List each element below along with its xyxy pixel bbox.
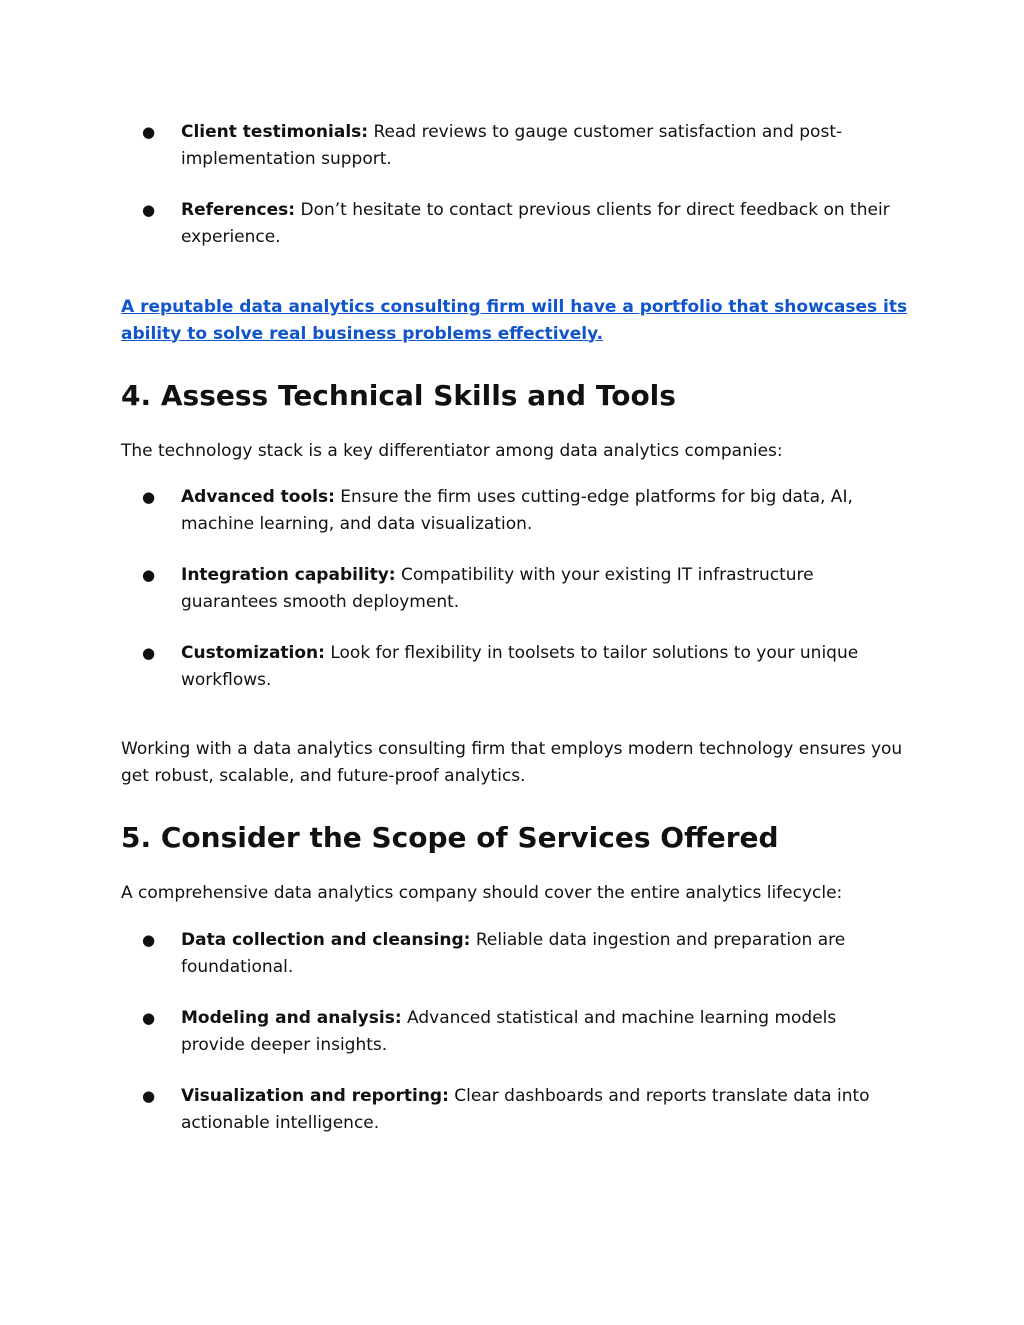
top-bullet-list <box>0 119 1024 250</box>
list-item <box>0 562 1024 615</box>
section-4-outro: Working with a data analytics consulting firm that employs modern technology ensures you get robust, scalable, and future-proof analytics. <box>121 739 903 786</box>
list-item-label: Data collection and cleansing: <box>181 930 471 950</box>
list-item <box>0 484 1024 537</box>
list-item-label: Visualization and reporting: <box>181 1086 449 1106</box>
bullet-icon: ● <box>142 123 156 141</box>
bullet-icon: ● <box>142 566 156 584</box>
bullet-icon: ● <box>142 201 156 219</box>
bullet-icon: ● <box>142 488 156 506</box>
bullet-icon: ● <box>142 644 156 662</box>
list-item <box>0 640 1024 693</box>
list-item-label: Modeling and analysis: <box>181 1008 402 1028</box>
bullet-icon: ● <box>142 1009 156 1027</box>
section-5-heading: 5. Consider the Scope of Services Offered <box>121 821 779 854</box>
list-item-text: Ensure the firm uses cutting-edge platforms for big data, AI, machine learning, and data visualization. <box>181 487 853 534</box>
list-item-label: References: <box>181 200 296 220</box>
list-item-text: Compatibility with your existing IT infrastructure guarantees smooth deployment. <box>181 565 814 612</box>
list-item <box>0 197 1024 250</box>
list-item-text: Look for flexibility in toolsets to tailor solutions to your unique workflows. <box>181 643 859 690</box>
list-item-text: Advanced statistical and machine learning models provide deeper insights. <box>181 1008 837 1055</box>
list-item-label: Advanced tools: <box>181 487 335 507</box>
section-4-bullet-list <box>0 484 1024 693</box>
list-item <box>0 119 1024 172</box>
bullet-icon: ● <box>142 931 156 949</box>
list-item <box>0 1005 1024 1058</box>
list-item-text: Don’t hesitate to contact previous clients for direct feedback on their experience. <box>181 200 890 247</box>
list-item-label: Customization: <box>181 643 325 663</box>
list-item <box>0 1083 1024 1136</box>
list-item-text: Reliable data ingestion and preparation are foundational. <box>181 930 846 977</box>
section-4-heading: 4. Assess Technical Skills and Tools <box>121 379 676 412</box>
section-4-intro: The technology stack is a key differentiator among data analytics companies: <box>121 441 783 461</box>
bullet-icon: ● <box>142 1087 156 1105</box>
portfolio-link[interactable]: A reputable data analytics consulting firm will have a portfolio that showcases its ability to solve real business problems effectively. <box>121 297 908 344</box>
portfolio-link-paragraph <box>121 294 911 347</box>
section-5-bullet-list <box>0 927 1024 1136</box>
section-5-intro: A comprehensive data analytics company should cover the entire analytics lifecycle: <box>121 883 843 903</box>
list-item-text: Clear dashboards and reports translate data into actionable intelligence. <box>181 1086 870 1133</box>
list-item <box>0 927 1024 980</box>
list-item-text: Read reviews to gauge customer satisfaction and post-implementation support. <box>181 122 843 169</box>
list-item-label: Integration capability: <box>181 565 396 585</box>
list-item-label: Client testimonials: <box>181 122 369 142</box>
